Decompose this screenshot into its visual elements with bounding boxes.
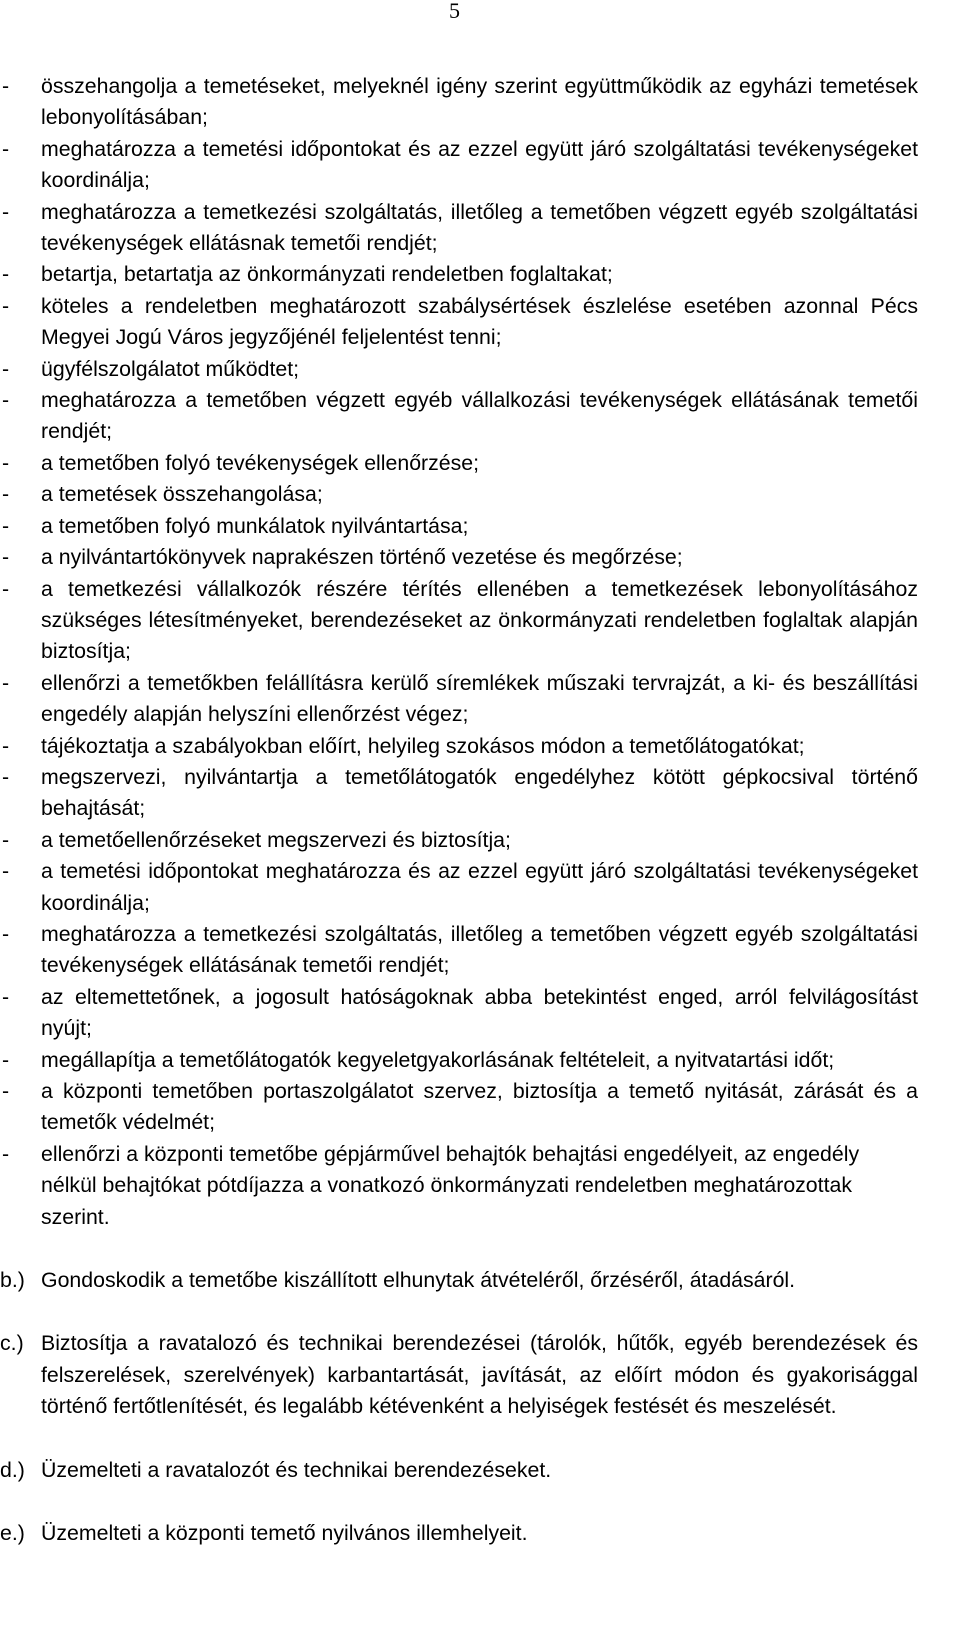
document-body [0,71,960,1549]
list-item-text: megállapítja a temetőlátogatók kegyeletgyakorlásának feltételeit, a nyitvatartási időt; [41,1047,835,1072]
list-item [0,919,918,982]
paragraph-text: Gondoskodik a temetőbe kiszállított elhunytak átvételéről, őrzéséről, átadásáról. [41,1268,796,1293]
dash-bullet: - [2,545,10,570]
list-item [0,542,918,573]
list-item [0,291,918,354]
list-item [0,982,918,1045]
list-item [0,1045,918,1076]
list-item [0,71,918,134]
list-item-text: meghatározza a temetkezési szolgáltatás, illetőleg a temetőben végzett egyéb szolgáltatási tevékenységek ellátásnak temetői rendjét; [41,199,918,256]
dash-bullet: - [2,262,10,287]
list-item [0,731,918,762]
list-item [0,354,918,385]
list-item-text: ügyfélszolgálatot működtet; [41,356,300,381]
list-item [0,448,918,479]
paragraph-letter: c.) [0,1331,24,1356]
list-item-text: a temetőellenőrzéseket megszervezi és biztosítja; [41,827,511,852]
dash-bullet: - [2,984,10,1009]
dash-bullet: - [2,576,10,601]
lettered-paragraph-e [0,1518,918,1549]
paragraph-text: Üzemelteti a központi temető nyilvános illemhelyeit. [41,1521,528,1546]
list-item [0,479,918,510]
dash-bullet: - [2,827,10,852]
dash-bullet: - [2,293,10,318]
list-item [0,574,918,668]
dash-bullet: - [2,388,10,413]
dash-bullet: - [2,450,10,475]
list-item-text: a temetőben folyó munkálatok nyilvántartása; [41,513,469,538]
list-item [0,1139,918,1233]
paragraph-text: Üzemelteti a ravatalozót és technikai berendezéseket. [41,1457,552,1482]
dash-bullet: - [2,733,10,758]
dash-bullet: - [2,1141,10,1166]
list-item [0,1076,918,1139]
paragraph-letter: d.) [0,1457,25,1482]
lettered-paragraph-c [0,1328,918,1422]
list-item-text: a nyilvántartókönyvek naprakészen történő vezetése és megőrzése; [41,545,683,570]
list-item-text: a központi temetőben portaszolgálatot szervez, biztosítja a temető nyitását, zárását és a temetők védelmét; [41,1079,918,1135]
list-item-text: megszervezi, nyilvántartja a temetőlátogatók engedélyhez kötött gépkocsival történő behajtását; [41,764,918,821]
dash-bullet: - [2,670,10,695]
list-item-text: köteles a rendeletben meghatározott szabálysértések észlelése esetében azonnal Pécs Megyei Jogú Város jegyzőjénél feljelentést tenni; [41,293,918,350]
dash-bullet: - [2,356,10,381]
list-item [0,856,918,919]
list-item-text: a temetőben folyó tevékenységek ellenőrzése; [41,450,480,475]
list-item [0,762,918,825]
list-item-text: a temetések összehangolása; [41,482,323,507]
list-item-text: tájékoztatja a szabályokban előírt, helyileg szokásos módon a temetőlátogatókat; [41,733,805,758]
list-item-text: az eltemettetőnek, a jogosult hatóságoknak abba betekintést enged, arról felvilágosítást nyújt; [41,984,918,1041]
list-item-text: meghatározza a temetőben végzett egyéb vállalkozási tevékenységek ellátásának temetői rendjét; [41,388,918,444]
list-item [0,259,918,290]
paragraph-letter: e.) [0,1521,25,1546]
list-item-text: meghatározza a temetkezési szolgáltatás, illetőleg a temetőben végzett egyéb szolgáltatási tevékenységek ellátásának temetői rendjét; [41,921,918,978]
list-item-text: a temetési időpontokat meghatározza és az ezzel együtt járó szolgáltatási tevékenységeket koordinálja; [41,859,918,915]
list-item [0,668,918,731]
list-item [0,134,918,197]
dash-bullet: - [2,921,10,946]
list-item [0,197,918,260]
lettered-paragraph-d [0,1455,918,1486]
dash-bullet: - [2,859,10,884]
dash-bullet: - [2,1079,10,1103]
paragraph-text: Biztosítja a ravatalozó és technikai berendezései (tárolók, hűtők, egyéb berendezések és felszerelések, szerelvények) karbantartását, javítását, az előírt módon és gyakorisággal történő fertőtlenítését, és legalább kétévenként a helyiségek festését és meszelését. [41,1331,918,1419]
page-number: 5 [449,0,460,23]
dash-bullet: - [2,199,10,224]
list-item-text: ellenőrzi a temetőkben felállításra kerülő síremlékek műszaki tervrajzát, a ki- és beszállítási engedély alapján helyszíni ellenőrzést végez; [41,670,918,727]
list-item-text: meghatározza a temetési időpontokat és az ezzel együtt járó szolgáltatási tevékenységeket koordinálja; [41,136,918,193]
list-item [0,511,918,542]
paragraph-letter: b.) [0,1268,25,1293]
dash-bullet: - [2,513,10,538]
list-item-text: ellenőrzi a központi temetőbe gépjárművel behajtók behajtási engedélyeit, az engedély nélkül behajtókat pótdíjazza a vonatkozó önkormányzati rendeletben meghatározottak szerint. [41,1141,860,1229]
list-item-text: összehangolja a temetéseket, melyeknél igény szerint együttműködik az egyházi temetések lebonyolításában; [41,74,918,130]
list-item [0,385,918,448]
dash-list [0,71,960,1233]
dash-bullet: - [2,136,10,161]
dash-bullet: - [2,482,10,507]
dash-bullet: - [2,1047,10,1072]
list-item-text: betartja, betartatja az önkormányzati rendeletben foglaltakat; [41,262,613,287]
lettered-paragraph-b [0,1265,918,1296]
list-item-text: a temetkezési vállalkozók részére térítés ellenében a temetkezések lebonyolításához szükséges létesítményeket, berendezéseket az önkormányzati rendeletben foglaltak alapján biztosítja; [41,576,918,664]
list-item [0,825,918,856]
dash-bullet: - [2,764,10,789]
dash-bullet: - [2,74,10,98]
